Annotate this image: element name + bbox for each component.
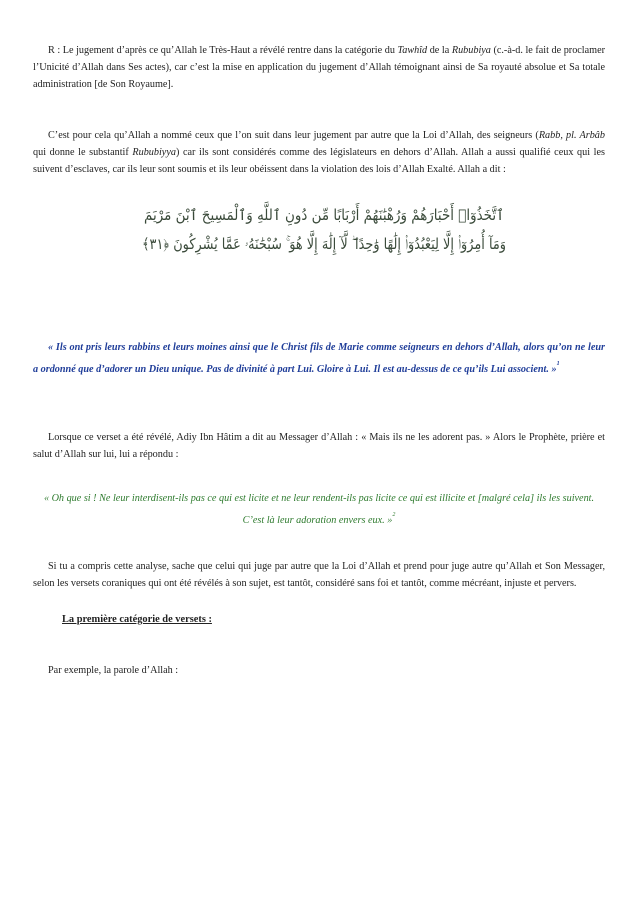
term-tawhid: Tawhîd	[397, 45, 428, 56]
footnote-ref-1[interactable]: 1	[556, 361, 560, 367]
paragraph-analyse: Si tu a compris cette analyse, sache que celui qui juge par autre que la Loi d’Allah et prend pour juge autre qu’Allah et Son Messager, selon les versets coraniques qui ont été révélés à son sujet, est tantôt, considéré sans foi et tantôt, comme mécréant, injuste et pervers.	[33, 561, 605, 589]
term-rububiyya: Rububiyya	[132, 147, 176, 158]
term-rabb-arbab: Rabb, pl. Arbâb	[538, 130, 605, 141]
term-rububiya: Rububiya	[451, 45, 491, 56]
quote-hadith-answer: « Oh que si ! Ne leur interdisent-ils pas ce qui est licite et ne leur rendent-ils pas licite ce qui est illicite et [malgré cela] ils les suivent. C’est là leur adoration envers eux. »$^2$	[43, 493, 595, 526]
section-heading: La première catégorie de versets :	[62, 614, 212, 625]
paragraph-rububiya: R : Le jugement d’après ce qu’Allah le Très-Haut a révélé rentre dans la catégorie du Tawhîd de la Rububiya (c.-à-d. le fait de proclamer l’Unicité d’Allah dans Ses actes), car c’est la mise en application du jugement d’Allah témoignant ainsi de Sa royauté absolue et Sa totale administration [de Son Royaume].	[33, 45, 606, 90]
footnote-ref-2[interactable]: 2	[392, 512, 396, 518]
arabic-verse-line-1: ٱتَّخَذُوٓا۟ أَحْبَارَهُمْ وَرُهْبَٰنَهُمْ أَرْبَابًا مِّن دُونِ ٱللَّهِ وَٱلْمَسِيحَ ٱبْنَ مَرْيَمَ	[144, 206, 546, 224]
paragraph-exemple: Par exemple, la parole d’Allah :	[48, 665, 179, 676]
quote-verse-translation: « Ils ont pris leurs rabbins et leurs moines ainsi que le Christ fils de Marie comme seigneurs en dehors d’Allah, alors qu’on ne leur a ordonné que d’adorer un Dieu unique. Pas de divinité à part Lui. Gloire à Lui. Il est au-dessus de ce qu’ils Lui associent. »$^1$	[33, 342, 605, 375]
arabic-verse-image	[138, 196, 563, 258]
arabic-verse-line-2: وَمَآ أُمِرُوٓا۟ إِلَّا لِيَعْبُدُوٓا۟ إِلَٰهًا وَٰحِدًا ۖ لَّآ إِلَٰهَ إِلَّا هُوَ ۚ سُبْحَٰنَهُۥ عَمَّا يُشْرِكُونَ ﴿٣١﴾	[142, 235, 563, 253]
paragraph-seigneurs: C’est pour cela qu’Allah a nommé ceux que l’on suit dans leur jugement par autre que la Loi d’Allah, des seigneurs (Rabb, pl. Arbâb qui donne le substantif Rububiyya) car ils sont considérés comme des législateurs en dehors d’Allah. Allah a aussi qualifié ceux qui les suivent d’esclaves, car ils leur sont soumis et ils leur obéissent dans la violation des lois d’Allah Exalté. Allah a dit :	[33, 130, 605, 175]
paragraph-adiy-ibn-hatim: Lorsque ce verset a été révélé, Adiy Ibn Hâtim a dit au Messager d’Allah : « Mais ils ne les adorent pas. » Alors le Prophète, prière et salut d’Allah sur lui, lui a répondu :	[33, 432, 605, 460]
